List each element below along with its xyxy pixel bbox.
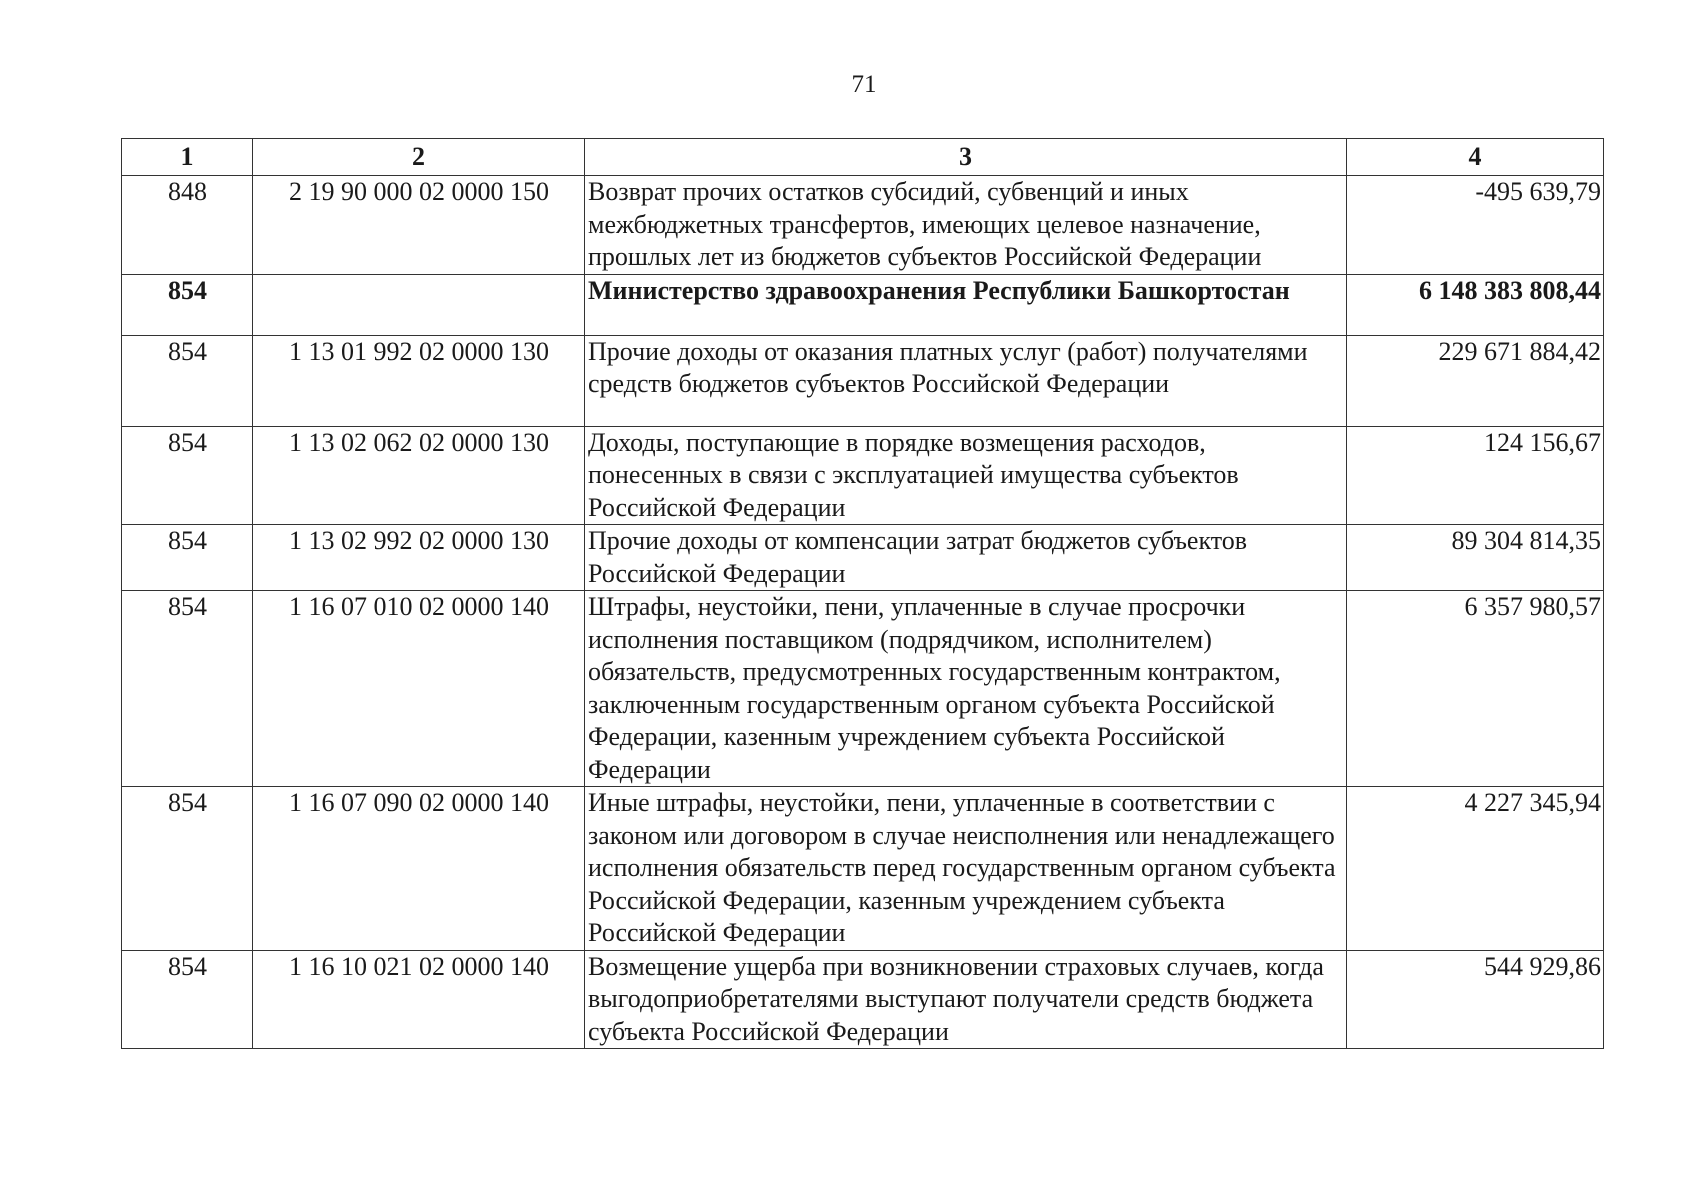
- income-name-cell: Штрафы, неустойки, пени, уплаченные в случае просрочки исполнения поставщиком (подрядчиком, исполнителем) обязательств, предусмотренных государственным контрактом, заключенным государственным органом субъекта Российской Федерации, казенным учреждением субъекта Российской Федерации: [585, 591, 1347, 787]
- income-code-cell: [253, 274, 585, 335]
- income-code-cell: 1 16 10 021 02 0000 140: [253, 950, 585, 1049]
- column-header-income-code: 2: [253, 139, 585, 176]
- table-row: [122, 591, 1604, 787]
- amount-cell: 89 304 814,35: [1347, 525, 1604, 591]
- amount-cell: 6 357 980,57: [1347, 591, 1604, 787]
- admin-code-cell: 854: [122, 335, 253, 426]
- income-name-cell: Возмещение ущерба при возникновении страховых случаев, когда выгодоприобретателями выступают получатели средств бюджета субъекта Российской Федерации: [585, 950, 1347, 1049]
- income-name-cell: Возврат прочих остатков субсидий, субвенций и иных межбюджетных трансфертов, имеющих целевое назначение, прошлых лет из бюджетов субъектов Российской Федерации: [585, 176, 1347, 275]
- table-body: [122, 176, 1604, 1049]
- income-name-cell: Прочие доходы от оказания платных услуг (работ) получателями средств бюджетов субъектов Российской Федерации: [585, 335, 1347, 426]
- income-name-cell: Министерство здравоохранения Республики Башкортостан: [585, 274, 1347, 335]
- table-row: [122, 335, 1604, 426]
- column-header-admin-code: 1: [122, 139, 253, 176]
- income-code-cell: 1 16 07 090 02 0000 140: [253, 787, 585, 951]
- admin-code-cell: 854: [122, 787, 253, 951]
- income-name-cell: Иные штрафы, неустойки, пени, уплаченные в соответствии с законом или договором в случае неисполнения или ненадлежащего исполнения обязательств перед государственным органом субъекта Российской Федерации, казенным учреждением субъекта Российской Федерации: [585, 787, 1347, 951]
- column-header-name: 3: [585, 139, 1347, 176]
- income-name-cell: Доходы, поступающие в порядке возмещения расходов, понесенных в связи с эксплуатацией имущества субъектов Российской Федерации: [585, 426, 1347, 525]
- amount-cell: 6 148 383 808,44: [1347, 274, 1604, 335]
- income-code-cell: 1 13 01 992 02 0000 130: [253, 335, 585, 426]
- income-code-cell: 2 19 90 000 02 0000 150: [253, 176, 585, 275]
- table-header-row: [122, 139, 1604, 176]
- admin-code-cell: 848: [122, 176, 253, 275]
- amount-cell: 124 156,67: [1347, 426, 1604, 525]
- amount-cell: 544 929,86: [1347, 950, 1604, 1049]
- amount-cell: 229 671 884,42: [1347, 335, 1604, 426]
- admin-code-cell: 854: [122, 950, 253, 1049]
- income-code-cell: 1 16 07 010 02 0000 140: [253, 591, 585, 787]
- page-number: 71: [851, 71, 877, 98]
- income-code-cell: 1 13 02 062 02 0000 130: [253, 426, 585, 525]
- income-name-cell: Прочие доходы от компенсации затрат бюджетов субъектов Российской Федерации: [585, 525, 1347, 591]
- amount-cell: -495 639,79: [1347, 176, 1604, 275]
- income-code-cell: 1 13 02 992 02 0000 130: [253, 525, 585, 591]
- table-row: [122, 176, 1604, 275]
- admin-code-cell: 854: [122, 525, 253, 591]
- admin-code-cell: 854: [122, 426, 253, 525]
- table-row: [122, 525, 1604, 591]
- table-row: [122, 787, 1604, 951]
- column-header-amount: 4: [1347, 139, 1604, 176]
- budget-income-table: [121, 138, 1604, 1049]
- admin-code-cell: 854: [122, 274, 253, 335]
- table-row: [122, 426, 1604, 525]
- table-row: [122, 274, 1604, 335]
- admin-code-cell: 854: [122, 591, 253, 787]
- amount-cell: 4 227 345,94: [1347, 787, 1604, 951]
- table-row: [122, 950, 1604, 1049]
